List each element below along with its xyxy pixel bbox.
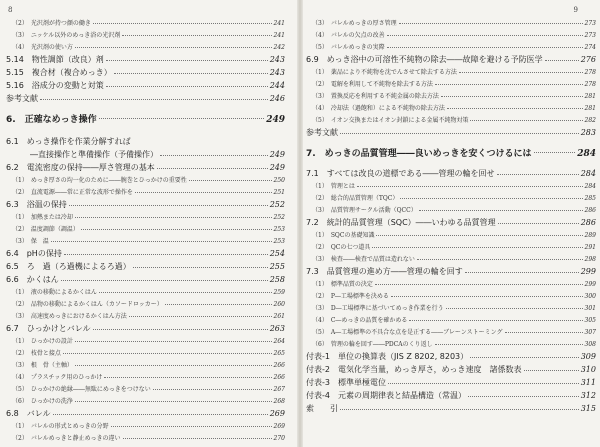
section-entry	[6, 261, 285, 273]
entry-page-number: 260	[273, 301, 285, 308]
entry-title: （3） 品質管理サークル活動（QCC）	[312, 207, 417, 214]
leader-dots	[372, 247, 582, 248]
leader-dots	[409, 320, 582, 321]
entry-title: 6.5 ろ 過（ろ過機によるろ過）	[6, 262, 131, 271]
leader-dots	[435, 84, 583, 85]
entry-page-number: 268	[273, 398, 285, 405]
leader-dots	[133, 267, 268, 268]
section-entry	[6, 162, 285, 174]
subsection-entry	[12, 433, 285, 443]
entry-title: （1） 管理とは	[312, 183, 355, 190]
entry-page-number: 312	[580, 391, 596, 400]
entry-page-number: 265	[273, 350, 285, 357]
subsection-entry	[12, 18, 285, 28]
subsection-entry	[312, 42, 596, 52]
leader-dots	[106, 60, 268, 61]
entry-title: （2） バレルめっきと静止めっきの違い	[12, 435, 121, 442]
entry-title: （5） バレルめっきの実際	[312, 44, 385, 51]
subsection-entry	[312, 279, 596, 289]
entry-title: 6.2 電流密度の保持――厚さ管理の基本	[6, 163, 155, 172]
entry-title: （3） 保 温	[12, 238, 49, 245]
entry-title: 参考文献	[306, 128, 338, 137]
entry-title: 6.1 めっき操作を作業分解すれば	[6, 137, 131, 146]
entry-page-number: 274	[584, 44, 596, 51]
entry-page-number: 285	[584, 195, 596, 202]
entry-title: （4） C―めっきの品質を確かめる	[312, 317, 408, 324]
entry-page-number: 266	[273, 374, 285, 381]
subsection-entry	[312, 303, 596, 313]
entry-page-number: 269	[269, 409, 285, 418]
leader-dots	[122, 35, 271, 36]
leader-dots	[376, 235, 582, 236]
entry-title: （2） 品物の移動によるかくはん（カソードロッカー）	[12, 301, 163, 308]
entry-page-number: 315	[580, 404, 596, 413]
leader-dots	[387, 47, 583, 48]
subsection-entry	[312, 315, 596, 325]
entry-title: 6.3 浴温の保持	[6, 200, 67, 209]
entry-page-number: 269	[273, 423, 285, 430]
leader-dots	[387, 35, 583, 36]
entry-page-number: 259	[273, 289, 285, 296]
subsection-entry	[12, 224, 285, 234]
entry-page-number: 267	[273, 386, 285, 393]
entry-page-number: 250	[273, 177, 285, 184]
subsection-entry	[12, 236, 285, 246]
entry-title: 索 引	[306, 404, 338, 413]
entry-title: （1） 薬品により不純物を沈でんさせて除去する方法	[312, 69, 457, 76]
leader-dots	[53, 414, 268, 415]
entry-title: （3） 置換反応を利用する不純金属の除去方法	[312, 93, 439, 100]
leader-dots	[388, 383, 579, 384]
entry-title: （3） バレルめっきの厚さ管理	[312, 20, 397, 27]
subsection-entry	[312, 327, 596, 337]
subsection-entry	[12, 42, 285, 52]
entry-page-number: 243	[269, 55, 285, 64]
section-entry	[306, 127, 596, 139]
leader-dots	[75, 341, 272, 342]
leader-dots	[400, 198, 582, 199]
entry-title: （5） ひっかけの絶縁――無駄にめっきをつけない	[12, 386, 151, 393]
subsection-entry	[12, 311, 285, 321]
entry-page-number: 241	[273, 20, 285, 27]
leader-dots	[340, 409, 579, 410]
entry-page-number: 246	[269, 94, 285, 103]
section-entry	[6, 136, 285, 148]
subsection-entry	[312, 103, 596, 113]
leader-dots	[497, 174, 579, 175]
entry-page-number: 249	[269, 163, 285, 172]
leader-dots	[153, 389, 272, 390]
entry-title: （3） 検査――検査で品質は造れない	[312, 256, 415, 263]
entry-title: （5） A―工場標準の不具合な点を是正する――ブレーンストーミング	[312, 329, 503, 336]
entry-page-number: 243	[269, 68, 285, 77]
leader-dots	[165, 304, 272, 305]
entry-page-number: 284	[584, 183, 596, 190]
leader-dots	[99, 118, 265, 119]
entry-title: （5） イオン交換またはイオン封鎖による金属不純物対策	[312, 117, 469, 124]
leader-dots	[505, 332, 583, 333]
leader-dots	[75, 401, 272, 402]
entry-title: 付表-2 電気化学当量，めっき厚さ，めっき速度 諸係数表	[306, 365, 522, 374]
entry-title: （1） ひっかけの設計	[12, 338, 73, 345]
chapter-heading	[306, 146, 596, 159]
entry-page-number: 278	[584, 69, 596, 76]
leader-dots	[459, 72, 583, 73]
entry-page-number: 284	[580, 169, 596, 178]
section-entry	[6, 80, 285, 92]
section-entry	[306, 351, 596, 363]
leader-dots	[51, 241, 272, 242]
subsection-entry	[12, 384, 285, 394]
section-entry	[6, 248, 285, 260]
leader-dots	[399, 23, 583, 24]
entry-title: （1） 加熱または冷却	[12, 214, 73, 221]
subsection-entry	[12, 421, 285, 431]
leader-dots	[135, 192, 272, 193]
entry-title: （2） 光沢剤が持つ顔の働き	[12, 20, 91, 27]
entry-page-number: 258	[269, 275, 285, 284]
leader-dots	[419, 210, 583, 211]
subsection-entry	[312, 181, 596, 191]
leader-dots	[465, 272, 579, 273]
entry-title: （1） SQCの基礎知識	[312, 232, 375, 239]
section-entry	[306, 54, 596, 66]
entry-title: （2） 電解を利用して不純物を除去する方法	[312, 81, 433, 88]
entry-page-number: 253	[273, 238, 285, 245]
entry-title: （3） ニッケル以外のめっき浴の光沢剤	[12, 32, 121, 39]
entry-page-number: 249	[269, 150, 285, 159]
leader-dots	[357, 186, 583, 187]
entry-page-number: 299	[584, 281, 596, 288]
leader-dots	[106, 86, 268, 87]
subsection-entry	[312, 67, 596, 77]
entry-page-number: 263	[269, 324, 285, 333]
entry-title: 5.16 浴成分の変動と対策	[6, 81, 104, 90]
entry-title: 付表-1 単位の換算表（JIS Z 8202, 8203）	[306, 352, 469, 361]
section-entry	[306, 217, 596, 229]
section-entry	[6, 54, 285, 66]
entry-page-number: 242	[273, 44, 285, 51]
entry-title: （2） 直流電源――常に正常な波形で操作を	[12, 189, 133, 196]
subsection-entry	[12, 336, 285, 346]
section-entry	[306, 390, 596, 402]
subsection-entry	[12, 348, 285, 358]
subsection-entry	[12, 360, 285, 370]
leader-dots	[524, 370, 579, 371]
section-entry	[6, 199, 285, 211]
section-entry	[6, 408, 285, 420]
entry-page-number: 298	[584, 256, 596, 263]
entry-title: 7.2 統計的品質管理（SQC）――いわゆる品質管理	[306, 218, 496, 227]
entry-title: （3） 高速度めっきにおけるかくはん方法	[12, 313, 127, 320]
subsection-entry	[12, 187, 285, 197]
entry-page-number: 278	[584, 81, 596, 88]
entry-page-number: 281	[584, 105, 596, 112]
leader-dots	[160, 155, 268, 156]
entry-title: 6.8 バレル	[6, 409, 51, 418]
entry-title: 付表-3 標準単極電位	[306, 378, 386, 387]
entry-title: （2） 総合的品質管理（TQC）	[312, 195, 399, 202]
leader-dots	[157, 168, 268, 169]
entry-title: （1） バレルの形式とめっきの分野	[12, 423, 109, 430]
leader-dots	[498, 223, 579, 224]
section-entry	[306, 364, 596, 376]
entry-page-number: 266	[273, 362, 285, 369]
section-entry	[306, 403, 596, 415]
leader-dots	[447, 108, 583, 109]
chapter-heading	[6, 112, 285, 125]
entry-page-number: 254	[269, 249, 285, 258]
subsection-entry	[12, 396, 285, 406]
leader-dots	[114, 73, 268, 74]
leader-dots	[545, 60, 579, 61]
entry-page-number: 273	[584, 32, 596, 39]
entry-page-number: 301	[584, 305, 596, 312]
entry-page-number: 270	[273, 435, 285, 442]
leader-dots	[99, 292, 272, 293]
entry-page-number: 261	[273, 313, 285, 320]
entry-title: （3） D―工場標準に基づいてめっき作業を行う	[312, 305, 444, 312]
subsection-entry	[312, 91, 596, 101]
leader-dots	[468, 396, 579, 397]
subsection-entry	[312, 30, 596, 40]
leader-dots	[129, 316, 272, 317]
leader-dots	[470, 357, 579, 358]
subsection-entry	[312, 291, 596, 301]
entry-page-number: 286	[580, 218, 596, 227]
leader-dots	[93, 329, 268, 330]
entry-page-number: 283	[580, 128, 596, 137]
section-entry	[6, 93, 285, 105]
entry-page-number: 307	[584, 329, 596, 336]
subsection-entry	[12, 30, 285, 40]
subsection-entry	[312, 339, 596, 349]
entry-page-number: 310	[580, 365, 596, 374]
subsection-entry	[12, 372, 285, 382]
entry-title: （1） 標準品質の決定	[312, 281, 373, 288]
leader-dots	[111, 426, 272, 427]
leader-dots	[81, 229, 272, 230]
entry-page-number: 252	[269, 200, 285, 209]
section-entry	[6, 323, 285, 335]
entry-page-number: 300	[584, 293, 596, 300]
entry-title: 5.14 物性調節（改良）剤	[6, 55, 104, 64]
leader-dots	[441, 96, 583, 97]
entry-title: 6.4 pHの保持	[6, 249, 62, 258]
entry-title: （2） P―工場標準を決める	[312, 293, 389, 300]
entry-title: 5.15 複合材（複合めっき）	[6, 68, 112, 77]
subsection-entry	[312, 115, 596, 125]
subsection-entry	[312, 254, 596, 264]
entry-page-number: 276	[580, 55, 596, 64]
leader-dots	[470, 120, 582, 121]
right-page	[300, 0, 600, 447]
leader-dots	[75, 365, 272, 366]
entry-page-number: 244	[269, 81, 285, 90]
entry-title: 7. めっきの品質管理――良いめっきを安くつけるには	[306, 149, 532, 159]
entry-page-number: 249	[266, 115, 285, 125]
leader-dots	[189, 180, 272, 181]
entry-page-number: 264	[273, 338, 285, 345]
entry-page-number: 255	[269, 262, 285, 271]
entry-title: （4） バレルの欠点の改善	[312, 32, 385, 39]
entry-page-number: 284	[577, 149, 596, 159]
entry-title: ―直接操作と準備操作（予備操作）	[6, 150, 158, 159]
subsection-entry	[312, 242, 596, 252]
leader-dots	[375, 284, 583, 285]
entry-title: 付表-4 元素の周期律表と結晶構造（常温）	[306, 391, 466, 400]
leader-dots	[64, 254, 268, 255]
entry-title: 参考文献	[6, 94, 38, 103]
leader-dots	[61, 280, 268, 281]
entry-title: （6） 管理の輪を回す――PDCAのくり返し	[312, 341, 433, 348]
entry-page-number: 291	[584, 244, 596, 251]
entry-title: （2） 温度調節（調温）	[12, 226, 79, 233]
entry-title: （3） 根 骨（主軸）	[12, 362, 73, 369]
subsection-entry	[12, 175, 285, 185]
subsection-entry	[312, 79, 596, 89]
entry-title: （4） 光沢剤の使い方	[12, 44, 73, 51]
leader-dots	[534, 152, 576, 153]
leader-dots	[123, 438, 272, 439]
entry-title: （4） プラスチック用のひっかけ	[12, 374, 103, 381]
entry-page-number: 251	[273, 189, 285, 196]
leader-dots	[69, 205, 268, 206]
entry-page-number: 299	[580, 267, 596, 276]
subsection-entry	[12, 212, 285, 222]
entry-page-number: 273	[584, 20, 596, 27]
entry-page-number: 253	[273, 226, 285, 233]
leader-dots	[104, 377, 271, 378]
leader-dots	[340, 133, 579, 134]
entry-title: （1） 液の移動によるかくはん	[12, 289, 97, 296]
subsection-entry	[312, 193, 596, 203]
entry-title: 7.1 すべては改良の道標である――管理の輪を回せ	[306, 169, 495, 178]
entry-page-number: 309	[580, 352, 596, 361]
page-number: 9	[573, 6, 578, 14]
page-number: 8	[8, 6, 13, 14]
entry-title: （6） ひっかけの洗浄	[12, 398, 73, 405]
leader-dots	[40, 99, 268, 100]
section-entry	[6, 67, 285, 79]
entry-page-number: 305	[584, 317, 596, 324]
section-entry	[6, 149, 285, 161]
section-entry	[306, 377, 596, 389]
entry-title: 6.6 かくはん	[6, 275, 59, 284]
subsection-entry	[12, 287, 285, 297]
subsection-entry	[312, 18, 596, 28]
entry-page-number: 281	[584, 93, 596, 100]
entry-title: 6.7 ひっかけとバレル	[6, 324, 91, 333]
subsection-entry	[12, 299, 285, 309]
entry-title: （4） 冷却法（過飽和）による不純物の除去方法	[312, 105, 445, 112]
subsection-entry	[312, 230, 596, 240]
leader-dots	[93, 23, 272, 24]
entry-title: （1） めっき厚さの均一化のために――腕巻とひっかけの重要性	[12, 177, 187, 184]
leader-dots	[75, 47, 272, 48]
entry-page-number: 282	[584, 117, 596, 124]
leader-dots	[63, 353, 272, 354]
section-entry	[6, 274, 285, 286]
entry-title: 6.9 めっき浴中の可溶性不純物の除去――故障を避ける予防医学	[306, 55, 543, 64]
entry-page-number: 308	[584, 341, 596, 348]
leader-dots	[435, 344, 583, 345]
entry-page-number: 311	[580, 378, 596, 387]
leader-dots	[75, 217, 272, 218]
entry-page-number: 241	[273, 32, 285, 39]
entry-title: 7.3 品質管理の進め方――管理の輪を回す	[306, 267, 463, 276]
entry-title: （2） QCの七つ道具	[312, 244, 371, 251]
entry-page-number: 286	[584, 207, 596, 214]
subsection-entry	[312, 205, 596, 215]
entry-page-number: 252	[273, 214, 285, 221]
leader-dots	[446, 308, 583, 309]
leader-dots	[417, 259, 583, 260]
entry-page-number: 289	[584, 232, 596, 239]
section-entry	[306, 266, 596, 278]
section-entry	[306, 168, 596, 180]
entry-title: 6. 正確なめっき操作	[6, 115, 97, 125]
leader-dots	[391, 296, 583, 297]
entry-title: （2） 枝骨と接点	[12, 350, 61, 357]
